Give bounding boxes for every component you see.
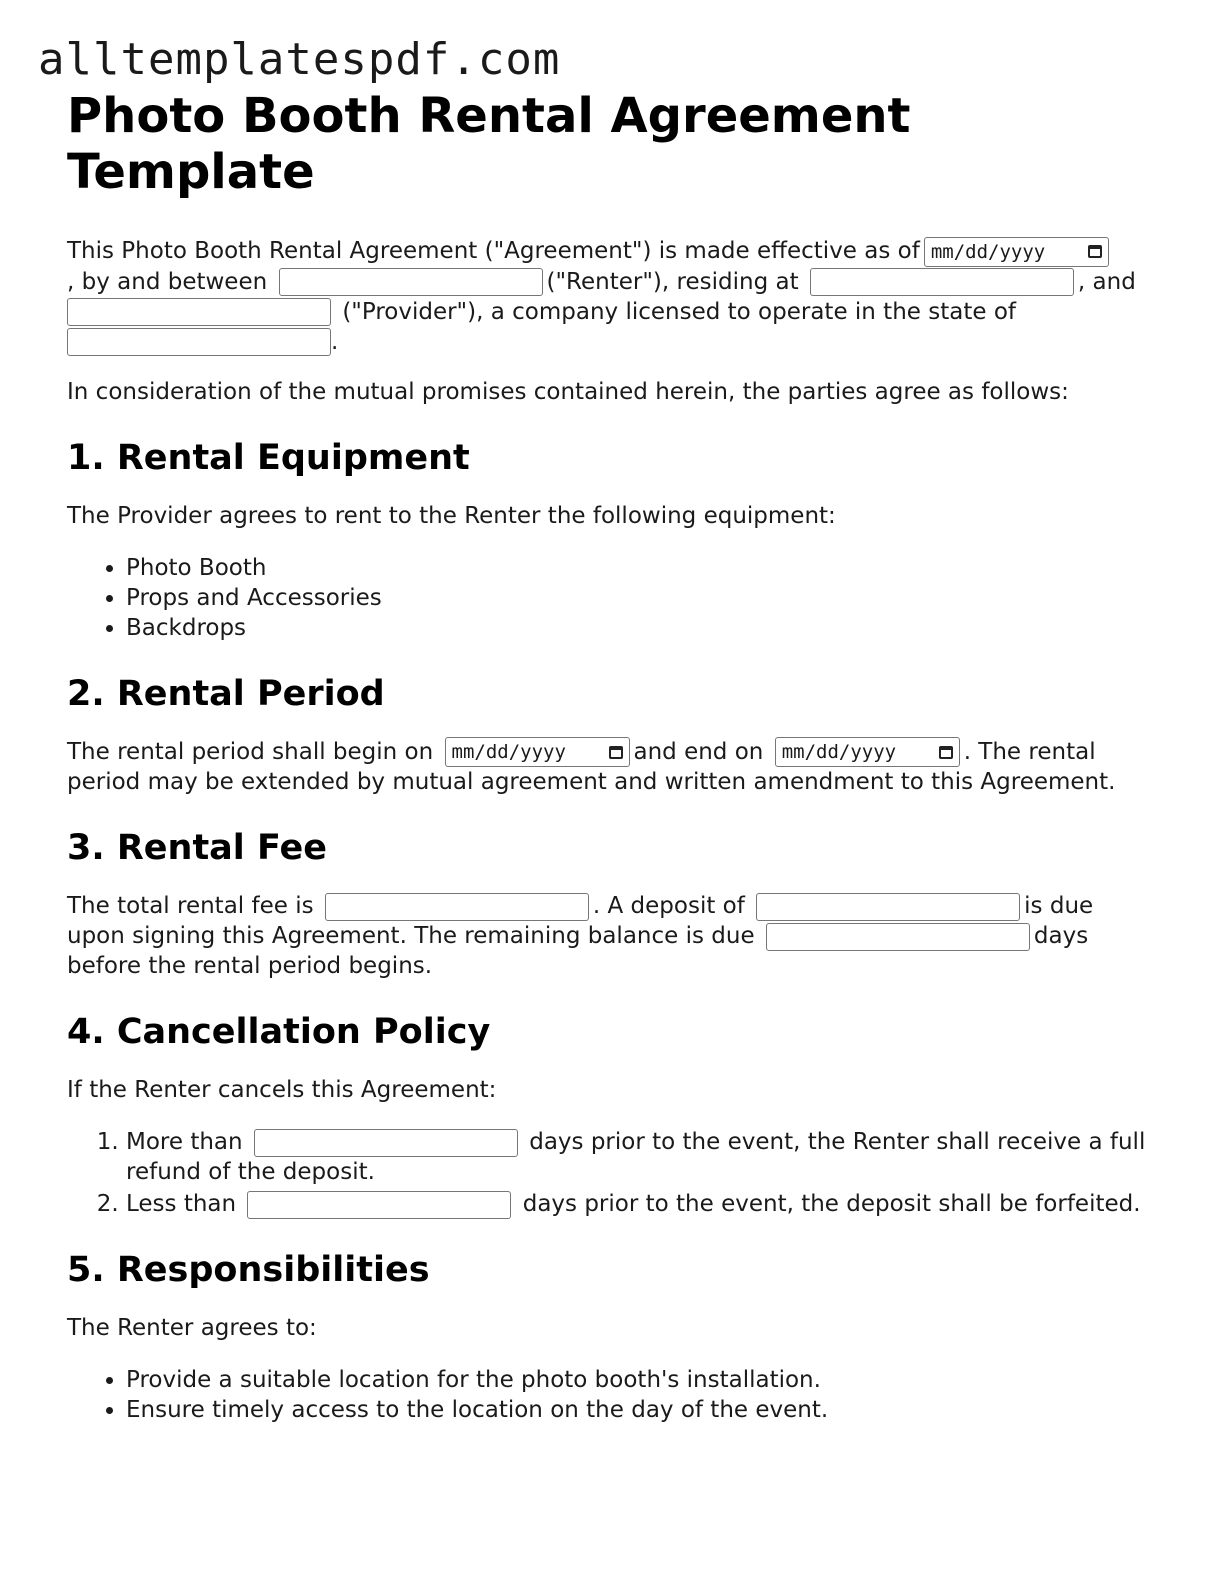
section-3-title: 3. Rental Fee bbox=[67, 828, 327, 868]
list-item bbox=[126, 1127, 1157, 1187]
document-body bbox=[67, 88, 1157, 1425]
section-2-title: 2. Rental Period bbox=[67, 673, 385, 714]
more-than-days-input[interactable] bbox=[254, 1129, 518, 1157]
rental-fee-input[interactable] bbox=[325, 893, 589, 921]
date-placeholder: mm/dd/yyyy bbox=[930, 240, 1046, 263]
end-date-input[interactable] bbox=[775, 737, 960, 767]
less-than-days-input[interactable] bbox=[247, 1191, 511, 1219]
cancel-item-1-text-a: More than bbox=[126, 1129, 243, 1155]
cancellation-list bbox=[67, 1127, 1157, 1219]
intro-text-2: , by and between bbox=[67, 268, 268, 295]
list-item: • Ensure timely access to the location on the day of the event. bbox=[126, 1395, 1157, 1425]
page-title: Photo Booth Rental Agreement Template bbox=[67, 88, 911, 200]
section-5-text: The Renter agrees to: bbox=[67, 1315, 317, 1341]
consideration-paragraph: In consideration of the mutual promises contained herein, the parties agree as follows: bbox=[67, 378, 1069, 405]
balance-days-input[interactable] bbox=[766, 923, 1030, 951]
equipment-list bbox=[67, 553, 1157, 643]
deposit-input[interactable] bbox=[756, 893, 1020, 921]
responsibilities-list bbox=[67, 1365, 1157, 1425]
date-placeholder: mm/dd/yyyy bbox=[781, 741, 897, 763]
fee-text-4: days before the rental period begins. bbox=[67, 923, 1089, 979]
intro-text-4: , and bbox=[1077, 268, 1136, 295]
calendar-icon[interactable] bbox=[609, 746, 623, 759]
section-4-text: If the Renter cancels this Agreement: bbox=[67, 1077, 497, 1103]
cancel-item-1-text-b: days prior to the event, the Renter shall receive a full refund of the deposit. bbox=[126, 1129, 1146, 1185]
rental-period-text-2: and end on bbox=[633, 738, 764, 765]
fee-text-1: The total rental fee is bbox=[67, 893, 314, 919]
start-date-input[interactable] bbox=[445, 737, 630, 767]
rental-period-text-1: The rental period shall begin on bbox=[67, 738, 434, 765]
watermark: alltemplatespdf.com bbox=[38, 34, 561, 85]
date-placeholder: mm/dd/yyyy bbox=[451, 741, 566, 763]
section-5-title: 5. Responsibilities bbox=[67, 1250, 430, 1290]
fee-text-3: is due upon signing this Agreement. The remaining balance is due bbox=[67, 893, 1094, 949]
list-item: • Props and Accessories bbox=[126, 583, 1157, 613]
intro-text-1: This Photo Booth Rental Agreement ("Agreement") is made effective as of bbox=[67, 238, 920, 264]
section-3-text bbox=[67, 891, 1157, 981]
renter-name-input[interactable] bbox=[279, 268, 543, 296]
provider-state-input[interactable] bbox=[67, 328, 331, 356]
list-item: • Backdrops bbox=[126, 613, 1157, 643]
intro-paragraph bbox=[67, 236, 1157, 357]
rental-period-text-3: . The rental period may be extended by mutual agreement and written amendment to this Agreement. bbox=[67, 738, 1116, 795]
section-2-text bbox=[67, 737, 1157, 798]
fee-text-2: . A deposit of bbox=[592, 893, 745, 919]
list-item: • Provide a suitable location for the photo booth's installation. bbox=[126, 1365, 1157, 1395]
cancel-item-2-text-b: days prior to the event, the deposit shall be forfeited. bbox=[522, 1191, 1141, 1217]
section-4-title: 4. Cancellation Policy bbox=[67, 1012, 491, 1052]
section-1-text: The Provider agrees to rent to the Renter the following equipment: bbox=[67, 502, 836, 529]
effective-date-input[interactable] bbox=[924, 237, 1109, 267]
renter-address-input[interactable] bbox=[810, 268, 1074, 296]
provider-name-input[interactable] bbox=[67, 298, 331, 326]
list-item bbox=[126, 1189, 1157, 1219]
cancel-item-2-text-a: Less than bbox=[126, 1191, 237, 1217]
list-item: • Photo Booth bbox=[126, 553, 1157, 583]
intro-text-5: ("Provider"), a company licensed to operate in the state of bbox=[342, 298, 1016, 325]
intro-text-3: ("Renter"), residing at bbox=[546, 268, 799, 295]
intro-text-6: . bbox=[331, 328, 339, 355]
section-1-title: 1. Rental Equipment bbox=[67, 437, 470, 478]
calendar-icon[interactable] bbox=[939, 746, 953, 759]
calendar-icon[interactable] bbox=[1088, 245, 1102, 258]
